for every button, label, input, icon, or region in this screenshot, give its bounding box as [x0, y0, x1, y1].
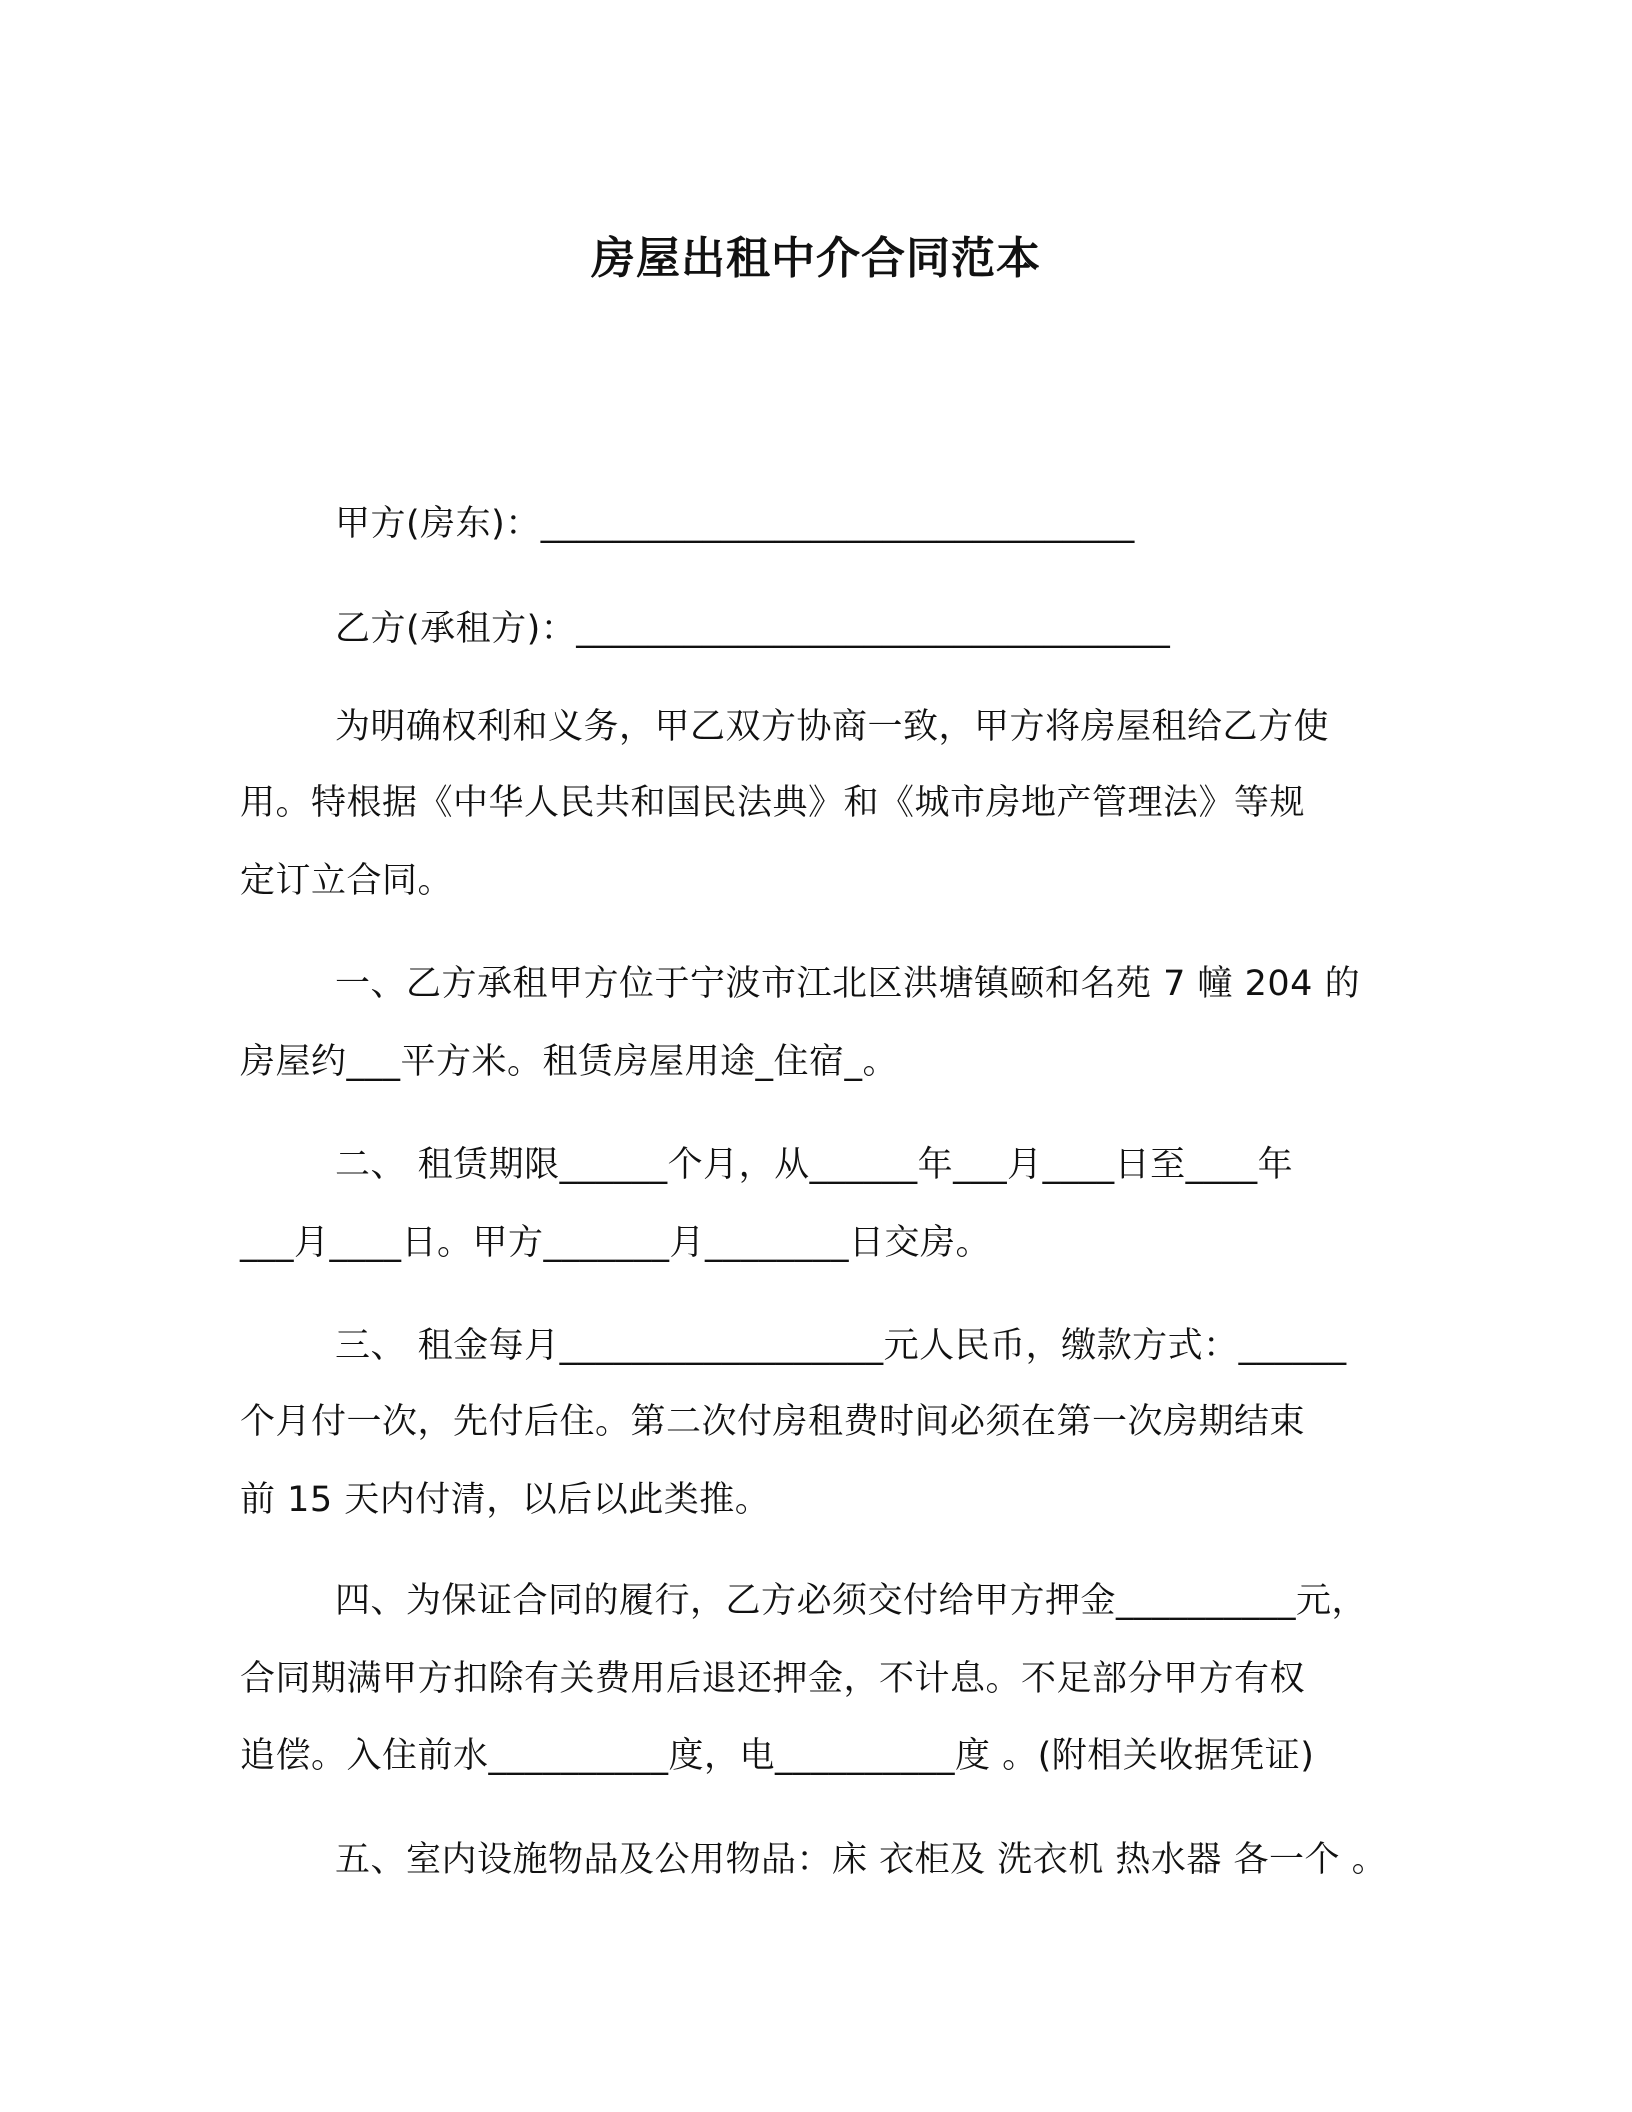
intro-line-2: 用。特根据《中华人民共和国民法典》和《城市房地产管理法》等规: [240, 783, 1306, 823]
party-a-line: 甲方(房东)：_________________________________: [335, 504, 1135, 544]
clause2-line-2: ___月____日。甲方_______月________日交房。: [240, 1223, 992, 1263]
intro-line-3: 定订立合同。: [240, 861, 454, 901]
party-b-line: 乙方(承租方)：_________________________________: [335, 609, 1171, 649]
clause5-line-1: 五、室内设施物品及公用物品：床 衣柜及 洗衣机 热水器 各一个 。: [335, 1840, 1388, 1880]
clause4-line-3: 追偿。入住前水__________度，电__________度 。(附相关收据凭证): [240, 1736, 1315, 1776]
document-title: 房屋出租中介合同范本: [591, 233, 1041, 284]
clause1-line-1: 一、乙方承租甲方位于宁波市江北区洪塘镇颐和名苑 7 幢 204 的: [335, 964, 1361, 1004]
clause4-line-2: 合同期满甲方扣除有关费用后退还押金，不计息。不足部分甲方有权: [240, 1659, 1306, 1699]
clause3-line-3: 前 15 天内付清，以后以此类推。: [240, 1480, 771, 1520]
clause2-line-1: 二、 租赁期限______个月，从______年___月____日至____年: [335, 1145, 1294, 1185]
intro-line-1: 为明确权利和义务，甲乙双方协商一致，甲方将房屋租给乙方使: [335, 707, 1330, 747]
clause1-line-2: 房屋约___平方米。租赁房屋用途_住宿_。: [240, 1042, 899, 1082]
clause3-line-2: 个月付一次，先付后住。第二次付房租费时间必须在第一次房期结束: [240, 1402, 1306, 1442]
clause4-line-1: 四、为保证合同的履行，乙方必须交付给甲方押金__________元，: [335, 1581, 1368, 1621]
clause3-line-1: 三、 租金每月__________________元人民币，缴款方式：______: [335, 1326, 1347, 1366]
